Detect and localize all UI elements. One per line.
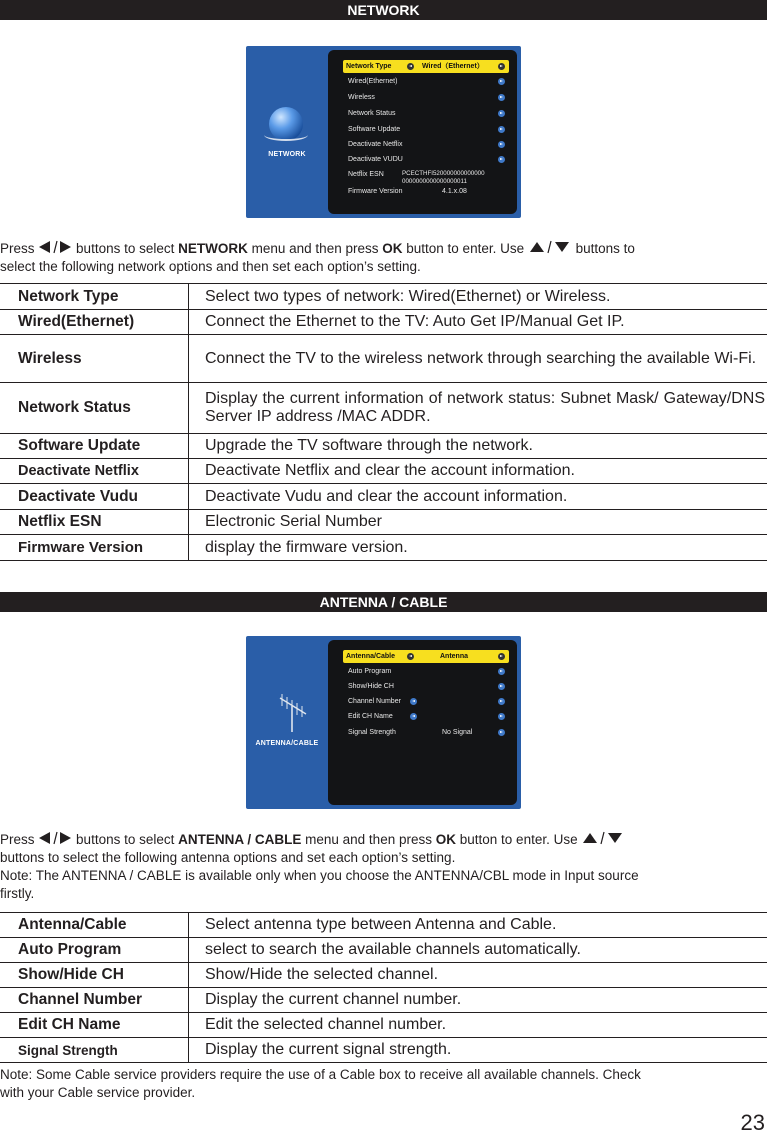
option-name: Firmware Version	[0, 535, 189, 561]
text: with your Cable service provider.	[0, 1085, 195, 1100]
text: Note: The ANTENNA / CABLE is available only when you choose the ANTENNA/CBL mode in Input source	[0, 868, 639, 883]
option-name: Show/Hide CH	[0, 963, 189, 988]
menu-label: Channel Number	[348, 695, 401, 708]
text: button to enter. Use	[406, 241, 524, 256]
menu-network-type[interactable]	[343, 60, 509, 73]
option-description: Select antenna type between Antenna and Cable.	[189, 913, 767, 938]
table-row	[0, 913, 767, 938]
option-description: Electronic Serial Number	[189, 510, 767, 535]
option-name: Deactivate Vudu	[0, 484, 189, 510]
table-row	[0, 310, 767, 335]
menu-label: Wireless	[348, 91, 375, 104]
option-description: Deactivate Netflix and clear the account information.	[189, 459, 767, 484]
menu-wired-ethernet[interactable]	[344, 75, 509, 88]
menu-firmware-version[interactable]	[344, 185, 509, 198]
table-row	[0, 963, 767, 988]
option-name: Antenna/Cable	[0, 913, 189, 938]
right-arrow-icon[interactable]	[498, 668, 505, 675]
menu-wireless[interactable]	[344, 91, 509, 104]
text: buttons to select the following antenna options and set each option’s setting.	[0, 850, 455, 865]
text: Press	[0, 832, 35, 847]
text: buttons to select	[76, 241, 174, 256]
network-options-table	[0, 283, 767, 561]
right-arrow-icon[interactable]	[498, 78, 505, 85]
text: OK	[382, 241, 402, 256]
option-name: Signal Strength	[0, 1038, 189, 1063]
option-name: Edit CH Name	[0, 1013, 189, 1038]
left-right-arrows-icon	[38, 831, 72, 845]
menu-value: 4.1.x.08	[442, 185, 467, 198]
menu-label: Deactivate Netflix	[348, 138, 402, 151]
menu-value: Wired（Ethernet）	[422, 60, 484, 73]
network-sidebar-label: NETWORK	[246, 151, 328, 158]
menu-auto-program[interactable]	[344, 665, 509, 678]
menu-label: Network Type	[346, 60, 391, 73]
menu-show-hide-ch[interactable]	[344, 680, 509, 693]
menu-label: Auto Program	[348, 665, 391, 678]
antenna-options-table	[0, 912, 767, 1063]
right-arrow-icon[interactable]	[498, 729, 505, 736]
text: ANTENNA / CABLE	[178, 832, 301, 847]
option-name: Software Update	[0, 434, 189, 459]
text: button to enter. Use	[460, 832, 578, 847]
text: menu and then press	[305, 832, 432, 847]
text: buttons to select	[76, 832, 174, 847]
menu-label: Wired(Ethernet)	[348, 75, 397, 88]
menu-edit-ch-name[interactable]	[344, 710, 509, 723]
table-row	[0, 938, 767, 963]
cable-provider-note	[0, 1066, 740, 1102]
network-instructions	[0, 240, 740, 276]
right-arrow-icon[interactable]	[498, 156, 505, 163]
network-tv-screen	[246, 46, 521, 218]
right-arrow-icon[interactable]	[498, 110, 505, 117]
menu-label: Netflix ESN	[348, 168, 384, 181]
menu-network-status[interactable]	[344, 107, 509, 120]
option-name: Netflix ESN	[0, 510, 189, 535]
table-row	[0, 284, 767, 310]
option-description: Display the current signal strength.	[189, 1038, 767, 1063]
globe-swoosh-icon	[264, 129, 308, 141]
left-arrow-icon[interactable]	[410, 698, 417, 705]
menu-label: Show/Hide CH	[348, 680, 394, 693]
esn-line-1: PCECTHFI520000000000000	[402, 170, 485, 177]
option-description: Show/Hide the selected channel.	[189, 963, 767, 988]
option-description: Upgrade the TV software through the network.	[189, 434, 767, 459]
up-down-arrows-icon	[528, 240, 572, 254]
menu-label: Network Status	[348, 107, 395, 120]
option-name: Wireless	[0, 335, 189, 383]
table-row	[0, 510, 767, 535]
page-number: 23	[741, 1110, 765, 1136]
text: buttons to	[576, 241, 635, 256]
right-arrow-icon[interactable]	[498, 698, 505, 705]
text: NETWORK	[178, 241, 248, 256]
option-name: Wired(Ethernet)	[0, 310, 189, 335]
option-description: Connect the TV to the wireless network through searching the available Wi-Fi.	[189, 335, 767, 383]
option-description: Connect the Ethernet to the TV: Auto Get IP/Manual Get IP.	[189, 310, 767, 335]
left-arrow-icon[interactable]	[410, 713, 417, 720]
text: OK	[436, 832, 456, 847]
option-description: select to search the available channels automatically.	[189, 938, 767, 963]
left-arrow-icon[interactable]	[407, 63, 414, 70]
menu-value: Antenna	[440, 650, 468, 663]
menu-label: Edit CH Name	[348, 710, 393, 723]
menu-deactivate-vudu[interactable]	[344, 153, 509, 166]
table-row	[0, 988, 767, 1013]
menu-signal-strength[interactable]	[344, 726, 509, 739]
antenna-section-header: ANTENNA / CABLE	[0, 592, 767, 612]
option-description: display the firmware version.	[189, 535, 767, 561]
option-description: Deactivate Vudu and clear the account information.	[189, 484, 767, 510]
menu-channel-number[interactable]	[344, 695, 509, 708]
menu-label: Software Update	[348, 123, 400, 136]
table-row	[0, 335, 767, 383]
option-name: Auto Program	[0, 938, 189, 963]
left-right-arrows-icon	[38, 240, 72, 254]
table-row	[0, 484, 767, 510]
text: firstly.	[0, 886, 34, 901]
table-row	[0, 383, 767, 434]
right-arrow-icon[interactable]	[498, 683, 505, 690]
right-arrow-icon[interactable]	[498, 63, 505, 70]
menu-netflix-esn[interactable]	[344, 168, 509, 186]
option-name: Channel Number	[0, 988, 189, 1013]
table-row	[0, 1013, 767, 1038]
text: Note: Some Cable service providers require the use of a Cable box to receive all available channels. Check	[0, 1067, 641, 1082]
right-arrow-icon[interactable]	[498, 713, 505, 720]
right-arrow-icon[interactable]	[498, 141, 505, 148]
table-row	[0, 434, 767, 459]
right-arrow-icon[interactable]	[498, 653, 505, 660]
option-description: Edit the selected channel number.	[189, 1013, 767, 1038]
menu-label: Deactivate VUDU	[348, 153, 403, 166]
antenna-icon	[270, 690, 310, 734]
right-arrow-icon[interactable]	[498, 126, 505, 133]
antenna-instructions	[0, 831, 740, 903]
antenna-sidebar-label: ANTENNA/CABLE	[246, 740, 328, 747]
menu-label: Antenna/Cable	[346, 650, 395, 663]
text: menu and then press	[252, 241, 379, 256]
text: Press	[0, 241, 35, 256]
left-arrow-icon[interactable]	[407, 653, 414, 660]
option-description: Display the current channel number.	[189, 988, 767, 1013]
table-row	[0, 535, 767, 561]
up-down-arrows-icon	[581, 831, 625, 845]
network-section-header: NETWORK	[0, 0, 767, 20]
menu-software-update[interactable]	[344, 123, 509, 136]
option-name: Network Status	[0, 383, 189, 434]
menu-value: No Signal	[442, 726, 472, 739]
option-description: Select two types of network: Wired(Ethernet) or Wireless.	[189, 284, 767, 310]
right-arrow-icon[interactable]	[498, 94, 505, 101]
option-name: Deactivate Netflix	[0, 459, 189, 484]
text: select the following network options and then set each option’s setting.	[0, 259, 421, 274]
esn-value	[402, 170, 485, 186]
antenna-tv-screen	[246, 636, 521, 809]
menu-antenna-cable[interactable]	[343, 650, 509, 663]
menu-label: Signal Strength	[348, 726, 396, 739]
option-description: Display the current information of network status: Subnet Mask/ Gateway/DNS Server IP address /MAC ADDR.	[189, 383, 767, 434]
menu-deactivate-netflix[interactable]	[344, 138, 509, 151]
menu-label: Firmware Version	[348, 185, 402, 198]
table-row	[0, 459, 767, 484]
esn-line-2: 0000000000000000011	[402, 178, 467, 185]
option-name: Network Type	[0, 284, 189, 310]
table-row	[0, 1038, 767, 1063]
